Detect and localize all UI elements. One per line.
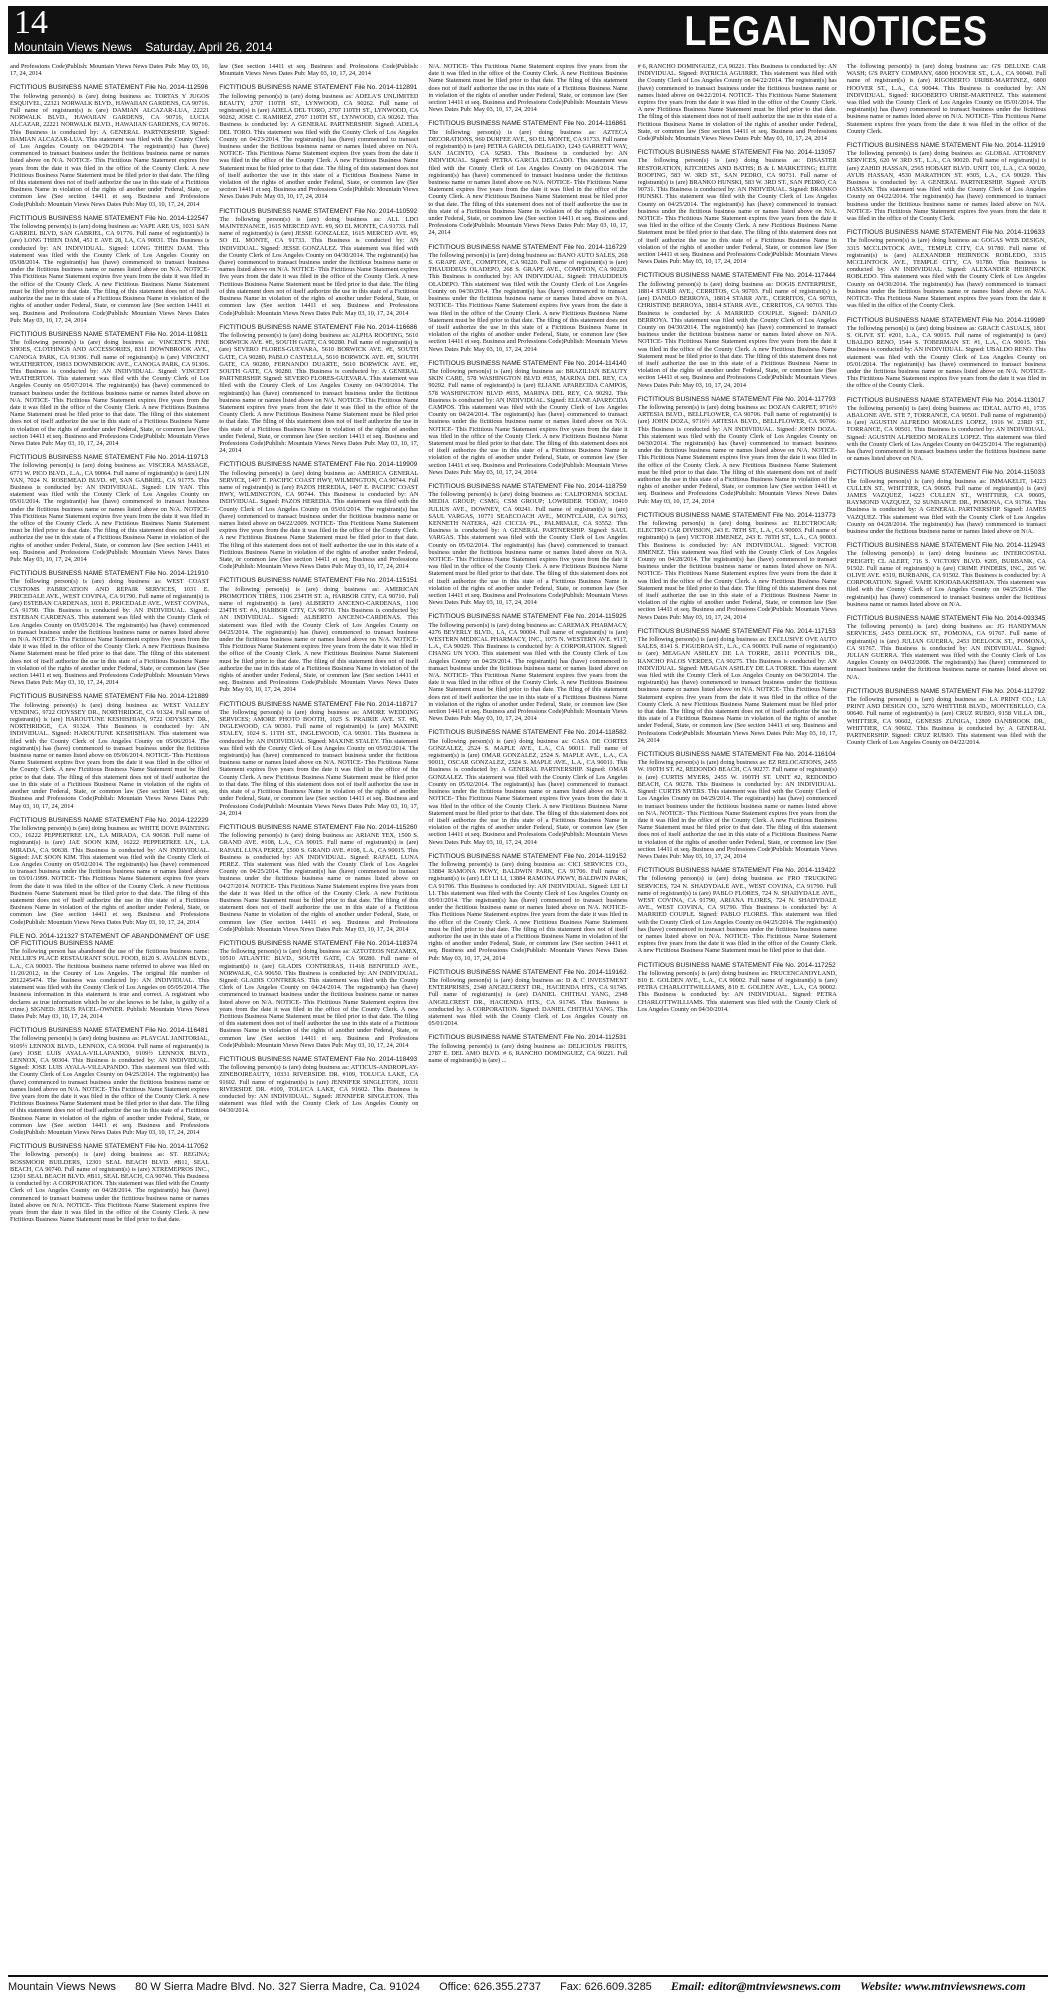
notice-body: The following person(s) is (are) doing business as: TORTAS Y JUGOS ESQUIVEL, 22321 NORWALK BLVD., HAWAIIAN GARDENS, CA 90716. Full name of registrant(s) is (are) DAMIAN ALCAZAR-LUA, 22221 NORWALK BLVD., HAWAIIAN GARDENS, CA 90716, LUCIA ALCAZAR, 22221 NORWALK BLVD., HAWAIIAN GARDENS, CA 90716. This Business is conducted by: A GENERAL PARTNERSHIP. Signed: DAMIAN ALCAZAR-LUA. This statement was filed with the County Clerk of Los Angeles County on 04/29/2014. The registrant(s) has (have) commenced to transact business under the fictitious business name or names listed above on N/A. NOTICE- This Fictitious Name Statement expires five years from the date it was filed in the office of the County Clerk. A new Fictitious Business Name Statement must be filed prior to that date. The filing of this statement does not of itself authorize the use in this state of a Fictitious Business Name in violation of the rights of another under Federal, State, or common law (See section 14411 et seq. Business and Professions Code)Publish: Mountain Views News Dates Pub: May 03, 10, 17, 24, 2014	[10, 92, 210, 208]
notice-body: The following person(s) is (are) doing business as: WHITE DOVE PAINTING CO., 16222 PEPPERTREE LN., LA MIRADA, CA 90638. Full name of registrant(s) is (are) JAE SOON KIM, 16222 PEPPERTREE LN., LA MIRADA, CA 90638. This Business is conducted by: AN INDIVIDUAL. Signed: JAE SOON KIM. This statement was filed with the County Clerk of Los Angeles County on 05/02/2014. The registrant(s) has (have) commenced to transact business under the fictitious business name or names listed above on 03/01/1999. NOTICE- This Fictitious Name Statement expires five years from the date it was filed in the office of the County Clerk. A new Fictitious Business Name Statement must be filed prior to that date. The filing of this statement does not of itself authorize the use in this state of a Fictitious Business Name in violation of the rights of another under Federal, State, or common law (See section 14411 et seq. Business and Professions Code)Publish: Mountain Views News Dates Pub: May 03, 10, 17, 24, 2014	[10, 824, 210, 926]
notice-heading: FICTITIOUS BUSINESS NAME STATEMENT File No. 2014-117793	[637, 395, 836, 403]
legal-notice	[847, 688, 1046, 747]
notice-heading: FICTITIOUS BUSINESS NAME STATEMENT File No. 2014-115033	[846, 469, 1045, 477]
legal-notice	[638, 867, 837, 954]
legal-notice	[847, 63, 1046, 135]
legal-notice	[428, 729, 627, 845]
notice-heading: FICTITIOUS BUSINESS NAME STATEMENT File No. 2014-115260	[219, 823, 418, 831]
notice-heading: FICTITIOUS BUSINESS NAME STATEMENT File No. 2014-112943	[846, 542, 1045, 550]
notice-body: The following person(s) is (are) doing business as: ST. REGINA; ROSSMOOR BUILDERS, 12301 SEAL BEACH BLVD. #B11, SEAL BEACH, CA 90740. Full name of registrant(s) is (are) XTREMEPROS INC., 12301 SEAL BEACH BLVD. #B11, SEAL BEACH, CA 90740. This Business is conducted by: A CORPORATION. This statement was filed with the County Clerk of Los Angeles County on 04/28/2014. The registrant(s) has (have) commenced to transact business under the fictitious business name or names listed above on N/A. NOTICE- This Fictitious Name Statement expires five years from the date it was filed in the office of the County Clerk. A new Fictitious Business Name Statement must be filed prior to that date.	[10, 1151, 210, 1224]
notice-body: N/A. NOTICE- This Fictitious Name Statement expires five years from the date it was filed in the office of the County Clerk. A new Fictitious Business Name Statement must be filed prior to that date. The filing of this statement does not of itself authorize the use in this state of a Fictitious Business Name in violation of the rights of another under Federal, State, or common law (See section 14411 et seq. Business and Professions Code)Publish: Mountain Views News Dates Pub: May 03, 10, 17, 24, 2014	[428, 63, 628, 114]
notice-body: The following person(s) is (are) doing business as: FRO TRUCKING SERVICES, 724 N. SHADYDALE AVE., WEST COVINA, CA 91790. Full name of registrant(s) is (are) PABLO FLORES, 724 N. SHADYDALE AVE., WEST COVINA, CA 91790, ARIANA FLORES, 724 N. SHADYDALE AVE., WEST COVINA, CA 91790. This Business is conducted by: A MARRIED COUPLE. Signed: PABLO FLORES. This statement was filed with the County Clerk of Los Angeles County on 04/25/2014. The registrant(s) has (have) commenced to transact business under the fictitious business name or names listed above on N/A. NOTICE- This Fictitious Name Statement expires five years from the date it was filed in the office of the County Clerk. A new Fictitious Business Name Statement must be filed prior to that date.	[637, 875, 837, 955]
notice-heading: FICTITIOUS BUSINESS NAME STATEMENT File No. 2014-116104	[637, 751, 836, 759]
notice-heading: FICTITIOUS BUSINESS NAME STATEMENT File No. 2014-119162	[428, 968, 627, 976]
legal-notice	[10, 84, 209, 207]
footer-fax: Fax: 626.609.3285	[560, 1981, 652, 1993]
notice-body: law (See section 14411 et seq. Business and Professions Code)Publish: Mountain Views News Dates Pub: May 03, 10, 17, 24, 2014	[219, 63, 419, 78]
notice-heading: FICTITIOUS BUSINESS NAME STATEMENT File No. 2014-113017	[846, 396, 1045, 404]
notice-column	[428, 62, 627, 1970]
notice-body: The following person(s) is (are) doing business as: CICI SERVICES CO., 13884 RAMONA PKWY, BALDWIN PARK, CA 91706. Full name of registrant(s) is (are) LEI LI LI, 13884 RAMONA PKWY, BALDWIN PARK, CA 91706. This Business is conducted by: AN INDIVIDUAL. Signed: LEI LI LI. This statement was filed with the County Clerk of Los Angeles County on 05/01/2014. The registrant(s) has (have) commenced to transact business under the fictitious business name or names listed above on N/A. NOTICE- This Fictitious Name Statement expires five years from the date it was filed in the office of the County Clerk. A new Fictitious Business Name Statement must be filed prior to that date. The filing of this statement does not of itself authorize the use in this state of a Fictitious Business Name in violation of the rights of another under Federal, State, or common law (See section 14411 et seq. Business and Professions Code)Publish: Mountain Views News Dates Pub: May 03, 10, 17, 24, 2014	[428, 860, 628, 962]
legal-notice	[428, 613, 627, 722]
notice-heading: FICTITIOUS BUSINESS NAME STATEMENT File No. 2014-113422	[637, 867, 836, 875]
notice-heading: FICTITIOUS BUSINESS NAME STATEMENT File No. 2014-117052	[10, 1143, 209, 1151]
notice-heading: FICTITIOUS BUSINESS NAME STATEMENT File No. 2014-117252	[637, 961, 836, 969]
legal-notices-columns	[10, 62, 1046, 1970]
notice-body: The following person(s) is (are) doing business as: DELICIOUS FRUITS, 2787 E. DEL AMO BLVD. # 6, RANCHO DOMINGUEZ, CA 90221. Full name of registrant(s) is (are) ...	[428, 1042, 628, 1064]
notice-heading: FICTITIOUS BUSINESS NAME STATEMENT File No. 2014-114140	[428, 359, 627, 367]
legal-notice	[219, 701, 418, 817]
legal-notice	[847, 397, 1046, 463]
notice-body: The following person(s) is (are) doing business as: D & C INVESTMENT ENTERPRISES, 2348 ANGELCREST DR., HACIENDA HTS., CA 91745. Full name of registrant(s) is (are) DANIEL CHITHAI YANG, 2348 ANGELCREST DR., HACIENDA HTS., CA 91745. This Business is conducted by: A CORPORATION. Signed: DANIEL CHITHAI YANG. This statement was filed with the County Clerk of Los Angeles County on 05/01/2014.	[428, 976, 628, 1028]
legal-notice	[638, 751, 837, 860]
legal-notice	[428, 1034, 627, 1064]
notice-body: The following person(s) is (are) doing business as: ADELA'S UNLIMITED BEAUTY, 2707 110TH ST., LYNWOOD, CA 90262. Full name of registrant(s) is (are) ADELA DEL TORO, 2707 110TH ST., LYNWOOD, CA 90262, JOSE C. RAMIREZ, 2707 110TH ST., LYNWOOD, CA 90262. This Business is conducted by: A GENERAL PARTNERSHIP. Signed: ADELA DEL TORO. This statement was filed with the County Clerk of Los Angeles County on 04/23/2014. The registrant(s) has (have) commenced to transact business under the fictitious business name or names listed above on N/A. NOTICE- This Fictitious Name Statement expires five years from the date it was filed in the office of the County Clerk. A new Fictitious Business Name Statement must be filed prior to that date. The filing of this statement does not of itself authorize the use in this state of a Fictitious Business Name in violation of the rights of another under Federal, State, or common law (See section 14411 et seq. Business and Professions Code)Publish: Mountain Views News Dates Pub: May 03, 10, 17, 24, 2014	[219, 92, 419, 201]
legal-notice	[10, 331, 209, 447]
legal-notice	[219, 324, 418, 455]
page-number: 14	[14, 4, 48, 41]
notice-heading: FICTITIOUS BUSINESS NAME STATEMENT File No. 2014-119713	[10, 454, 209, 462]
notice-heading: FICTITIOUS BUSINESS NAME STATEMENT File No. 2014-093345	[846, 615, 1046, 623]
notice-heading: FICTITIOUS BUSINESS NAME STATEMENT File No. 2014-118374	[219, 939, 418, 947]
legal-notice	[847, 615, 1046, 681]
notice-body: The following person(s) is (are) doing business as: DISASTER RESTORATION, KITCHENS AND BATHS; B & L MARKETING; ELITE ROOFING, 583 W. 3RD ST., SAN PEDRO, CA 90731. Full name of registrant(s) is (are) BRANKO HUNSKI, 583 W. 3RD ST., SAN PEDRO, CA 90731. This Business is conducted by: AN INDIVIDUAL. Signed: BRANKO HUNSKI. This statement was filed with the County Clerk of Los Angeles County on 04/25/2014. The registrant(s) has (have) commenced to transact business under the fictitious business name or names listed above on N/A. NOTICE- This Fictitious Name Statement expires five years from the date it was filed in the office of the County Clerk. A new Fictitious Business Name Statement must be filed prior to that date. The filing of this statement does not of itself authorize the use in this state of a Fictitious Business Name in violation of the rights of another under Federal, State, or common law (See section 14411 et seq. Business and Professions Code)Publish: Mountain Views News Dates Pub: May 03, 10, 17, 24, 2014	[637, 157, 837, 266]
notice-body: The following person(s) is (are) doing business as: BANO AUTO SALES, 268 S. GRAPE AVE., COMPTON, CA 90220. Full name of registrant(s) is (are) THAUDDEUS OLADEPO, 268 S. GRAPE AVE., COMPTON, CA 90220. This Business is conducted by: AN INDIVIDUAL. Signed: THAUDDEUS OLADEPO. This statement was filed with the County Clerk of Los Angeles County on 04/30/2014. The registrant(s) has (have) commenced to transact business under the fictitious business name or names listed above on N/A. NOTICE- This Fictitious Name Statement expires five years from the date it was filed in the office of the County Clerk. A new Fictitious Business Name Statement must be filed prior to that date. The filing of this statement does not of itself authorize the use in this state of a Fictitious Business Name in violation of the rights of another under Federal, State, or common law (See section 14411 et seq. Business and Professions Code)Publish: Mountain Views News Dates Pub: May 03, 10, 17, 24, 2014	[428, 251, 628, 353]
footer-address: 80 W Sierra Madre Blvd. No. 327 Sierra Madre, Ca. 91024	[135, 1981, 420, 1993]
legal-notice	[638, 63, 837, 142]
legal-notice	[219, 63, 418, 77]
notice-heading: FICTITIOUS BUSINESS NAME STATEMENT File No. 2014-122229	[10, 816, 209, 824]
legal-notice	[428, 244, 627, 353]
notice-heading: FICTITIOUS BUSINESS NAME STATEMENT File No. 2014-121889	[10, 693, 209, 701]
legal-notice	[10, 570, 209, 686]
notice-body: The following person(s) is (are) doing business as: ATTICUS-ANDROPLAY-ZINEBOIREAUTY, 10331 RIVERSIDE DR. #109, TOLUCA LAKE, CA 91602. Full name of registrant(s) is (are) JENNIFER SINGLETON, 10331 RIVERSIDE DR. #109, TOLUCA LAKE, CA 91602. This Business is conducted by: AN INDIVIDUAL. Signed: JENNIFER SINGLETON. This statement was filed with the County Clerk of Los Angeles County on 04/30/2014.	[219, 1064, 419, 1115]
notice-body: The following person(s) is (are) doing business as: GOGAS WEB DESIGN, 3315 MCCLINTOCK AVE., TEMPLE CITY, CA 91780. Full name of registrant(s) is (are) ALEXANDER HEIRNECK ROBLEDO, 3315 MCCLINTOCK AVE., TEMPLE CITY, CA 91780. This Business is conducted by: AN INDIVIDUAL. Signed: ALEXANDER HEIRNECK ROBLEDO. This statement was filed with the County Clerk of Los Angeles County on 04/30/2014. The registrant(s) has (have) commenced to transact business under the fictitious business name or names listed above on N/A. NOTICE- This Fictitious Name Statement expires five years from the date it was filed in the office of the County Clerk.	[846, 237, 1046, 310]
notice-body: The following person(s) is (are) doing business as: CAREMAX PHARMACY, 4276 BEVERLY BLVD., LA, CA 90004. Full name of registrant(s) is (are) WESTERN MEDICAL PHARMACY, INC., 1075 N. WESTERN AVE. #117, L.A., CA 90029. This Business is conducted by: A CORPORATION. Signed: CHANG UN YOO. This statement was filed with the County Clerk of Los Angeles County on 04/29/2014. The registrant(s) has (have) commenced to transact business under the fictitious business name or names listed above on N/A. NOTICE- This Fictitious Name Statement expires five years from the date it was filed in the office of the County Clerk. A new Fictitious Business Name Statement must be filed prior to that date. The filing of this statement does not of itself authorize the use in this state of a Fictitious Business Name in violation of the rights of another under Federal, State, or common law (See section 14411 et seq. Business and Professions Code)Publish: Mountain Views News Dates Pub: May 03, 10, 17, 24, 2014	[428, 621, 628, 723]
notice-heading: FICTITIOUS BUSINESS NAME STATEMENT File No. 2014-118759	[428, 482, 627, 490]
notice-body: The following person(s) is (are) doing business as: GRACE CASUALS, 1801 S. OLIVE ST. #201, L.A., CA 90015. Full name of registrant(s) is (are) UBALDO RENO, 1544 S. TOBERMAN ST. #1, L.A., CA 90015. This Business is conducted by: AN INDIVIDUAL. Signed: UBALDO RENO. This statement was filed with the County Clerk of Los Angeles County on 05/01/2014. The registrant(s) has (have) commenced to transact business under the fictitious business name or names listed above on N/A. NOTICE- This Fictitious Name Statement expires five years from the date it was filed in the office of the County Clerk.	[846, 324, 1046, 390]
legal-notice	[428, 360, 627, 476]
notice-body: The following person(s) is (are) doing business as: VISCERA MASSAGE, 6771 W. PICO BLVD., L.A., CA 90064. Full name of registrant(s) is (are) LIN YAN, 7024 N. ROSEMEAD BLVD. #F, SAN GABRIEL, CA 91775. This Business is conducted by: AN INDIVIDUAL. Signed: LIN YAN. This statement was filed with the County Clerk of Los Angeles County on 05/01/2014. The registrant(s) has (have) commenced to transact business under the fictitious business name or names listed above on N/A. NOTICE- This Fictitious Name Statement expires five years from the date it was filed in the office of the County Clerk. A new Fictitious Business Name Statement must be filed prior to that date. The filing of this statement does not of itself authorize the use in this state of a Fictitious Business Name in violation of the rights of another under Federal, State, or common law (See section 14411 et seq. Business and Professions Code)Publish: Mountain Views News Dates Pub: May 03, 10, 17, 24, 2014	[10, 462, 210, 563]
notice-body: The following person(s) is (are) doing business as: WEST VALLEY VENDING, 9722 ODYSSEY DR., NORTHRIDGE, CA 91324. Full name of registrant(s) is (are) HAROUTUNE KESHISHIAN, 9722 ODYSSEY DR., NORTHRIDGE, CA 91324. This Business is conducted by: AN INDIVIDUAL. Signed: HAROUTUNE KESHISHIAN. This statement was filed with the County Clerk of Los Angeles County on 05/06/2014. The registrant(s) has (have) commenced to transact business under the fictitious business name or names listed above on 05/06/2014. NOTICE- This Fictitious Name Statement expires five years from the date it was filed in the office of the County Clerk. A new Fictitious Business Name Statement must be filed prior to that date. The filing of this statement does not of itself authorize the use in this state of a Fictitious Business Name in violation of the rights of another under Federal, State, or common law (See section 14411 et seq. Business and Professions Code)Publish: Mountain Views News Dates Pub: May 03, 10, 17, 24, 2014	[10, 701, 210, 810]
notice-heading: FICTITIOUS BUSINESS NAME STATEMENT File No. 2014-117153	[637, 627, 836, 635]
notice-body: The following person(s) is (are) doing business as: AMERICA GENERAL SERVICE, 1407 E. PACIFIC COAST HWY, WILMINGTON, CA 90744. Full name of registrant(s) is (are) PAZOS HEREDIA, 1407 E. PACIFIC COAST HWY, WILMINGTON, CA 90744. This Business is conducted by: AN INDIVIDUAL. Signed: PAZOS HEREDIA. This statement was filed with the County Clerk of Los Angeles County on 05/01/2014. The registrant(s) has (have) commenced to transact business under the fictitious business name or names listed above on 04/22/2009. NOTICE- This Fictitious Name Statement expires five years from the date it was filed in the office of the County Clerk. A new Fictitious Business Name Statement must be filed prior to that date. The filing of this statement does not of itself authorize the use in this state of a Fictitious Business Name in violation of the rights of another under Federal, State, or common law (See section 14411 et seq. Business and Professions Code)Publish: Mountain Views News Dates Pub: May 03, 10, 17, 24, 2014	[219, 469, 419, 571]
notice-heading: FICTITIOUS BUSINESS NAME STATEMENT File No. 2014-118493	[219, 1056, 418, 1063]
legal-notice	[10, 933, 209, 1020]
legal-notice	[428, 483, 627, 606]
legal-notice	[10, 817, 209, 926]
notice-heading: FICTITIOUS BUSINESS NAME STATEMENT File No. 2014-119909	[219, 461, 418, 469]
legal-notice	[10, 215, 209, 324]
legal-notice	[847, 542, 1046, 608]
notice-heading: FICTITIOUS BUSINESS NAME STATEMENT File No. 2014-116861	[428, 120, 627, 128]
notice-heading: FICTITIOUS BUSINESS NAME STATEMENT File No. 2014-119152	[428, 852, 627, 860]
notice-body: The following person(s) is (are) doing business as: ARIANE TEX, 1500 S. GRAND AVE. #108, L.A., CA 90015. Full name of registrant(s) is (are) RAFAEL LUNA PEREZ, 1500 S. GRAND AVE. #108, L.A., CA 90015. This Business is conducted by: AN INDIVIDUAL. Signed: RAFAEL LUNA PEREZ. This statement was filed with the County Clerk of Los Angeles County on 04/25/2014. The registrant(s) has (have) commenced to transact business under the fictitious business name or names listed above on 04/27/2014. NOTICE- This Fictitious Name Statement expires five years from the date it was filed in the office of the County Clerk. A new Fictitious Business Name Statement must be filed prior to that date. The filing of this statement does not of itself authorize the use in this state of a Fictitious Business Name in violation of the rights of another under Federal, State, or common law (See section 14411 et seq. Business and Professions Code)Publish: Mountain Views News Dates Pub: May 03, 10, 17, 24, 2014	[219, 832, 419, 933]
issue-date: Saturday, April 26, 2014	[145, 40, 273, 54]
legal-notice	[638, 396, 837, 505]
legal-notice	[219, 577, 418, 693]
notice-body: The following person(s) is (are) doing business as: DOGIS ENTERPRISE, 18814 STARR AVE., CERRITOS, CA 90703. Full name of registrant(s) is (are) DANILO BERROYA, 18814 STARR AVE., CERRITOS, CA 90703, CHRISTINE BERROYA, 18814 STARR AVE., CERRITOS, CA 90703. This Business is conducted by: A MARRIED COUPLE. Signed: DANILO BERROYA. This statement was filed with the County Clerk of Los Angeles County on 04/30/2014. The registrant(s) has (have) commenced to transact business under the fictitious business name or names listed above on N/A. NOTICE- This Fictitious Name Statement expires five years from the date it was filed in the office of the County Clerk. A new Fictitious Business Name Statement must be filed prior to that date. The filing of this statement does not of itself authorize the use in this state of a Fictitious Business Name in violation of the rights of another under Federal, State, or common law (See section 14411 et seq. Business and Professions Code)Publish: Mountain Views News Dates Pub: May 03, 10, 17, 24, 2014	[637, 280, 837, 389]
notice-heading: FILE NO. 2014-121327 STATEMENT OF ABANDONMENT OF USE OF FICTITIOUS BUSINESS NAME	[10, 932, 210, 947]
notice-heading: FICTITIOUS BUSINESS NAME STATEMENT File No. 2014-119633	[846, 229, 1045, 237]
paper-name: Mountain Views News	[14, 40, 132, 54]
notice-column	[219, 62, 418, 1970]
notice-heading: FICTITIOUS BUSINESS NAME STATEMENT File No. 2014-112596	[10, 84, 209, 92]
legal-notice	[10, 1027, 209, 1136]
notice-heading: FICTITIOUS BUSINESS NAME STATEMENT File No. 2014-112531	[428, 1034, 627, 1042]
notice-body: The following person(s) is (are) doing business as: AZTOTEOS NEZAMEX, 10510 ATLANTIC BLVD., SOUTH GATE, CA 90280. Full name of registrant(s) is (are) GLADIS CONTRERAS, 11418 BENFIELD AVE., NORWALK, CA 90650. This Business is conducted by: AN INDIVIDUAL. Signed: GLADIS CONTRERAS. This statement was filed with the County Clerk of Los Angeles County on 04/24/2014. The registrant(s) has (have) commenced to transact business under the fictitious business name or names listed above on N/A. NOTICE- This Fictitious Name Statement expires five years from the date it was filed in the office of the County Clerk. A new Fictitious Business Name Statement must be filed prior to that date. The filing of this statement does not of itself authorize the use in this state of a Fictitious Business Name in violation of the rights of another under Federal, State, or common law (See section 14411 et seq. Business and Professions Code)Publish: Mountain Views News Dates Pub: May 03, 10, 17, 24, 2014	[219, 948, 419, 1049]
legal-notice	[10, 1143, 209, 1223]
legal-notice	[847, 142, 1046, 222]
legal-notice	[638, 512, 837, 621]
legal-notice	[428, 853, 627, 962]
notice-body: The following person(s) is (are) doing business as: FRUCENCANDYLAND, 810 E. GOLDEN AVE., L.A., CA 90002. Full name of registrant(s) is (are) PETRA CHARLOTTWILLIAMS, 810 E. GOLDEN AVE., L.A., CA 90002. This Business is conducted by: AN INDIVIDUAL. Signed: PETRA CHARLOTTWILLIAMS. This statement was filed with the County Clerk of Los Angeles County on 04/30/2014.	[637, 969, 837, 1013]
legal-notice	[10, 693, 209, 809]
notice-heading: FICTITIOUS BUSINESS NAME STATEMENT File No. 2014-118717	[219, 700, 418, 708]
legal-notice	[428, 120, 627, 236]
footer-email[interactable]: Email: editor@mtnviewsnews.com	[670, 1979, 841, 1993]
legal-notice	[638, 149, 837, 265]
notice-heading: FICTITIOUS BUSINESS NAME STATEMENT File No. 2014-113773	[637, 511, 836, 519]
notice-heading: FICTITIOUS BUSINESS NAME STATEMENT File No. 2014-113057	[637, 149, 836, 157]
legal-notice	[219, 1056, 418, 1115]
legal-notice	[10, 63, 209, 77]
notice-heading: FICTITIOUS BUSINESS NAME STATEMENT File No. 2014-110592	[219, 207, 418, 215]
notice-body: and Professions Code)Publish: Mountain Views News Dates Pub: May 03, 10, 17, 24, 2014	[10, 63, 210, 78]
legal-notice	[847, 317, 1046, 390]
masthead	[8, 6, 1048, 54]
notice-heading: FICTITIOUS BUSINESS NAME STATEMENT File No. 2014-116686	[219, 323, 418, 331]
notice-heading: FICTITIOUS BUSINESS NAME STATEMENT File No. 2014-119989	[846, 316, 1045, 324]
notice-body: # 6, RANCHO DOMINGUEZ, CA 90221. This Business is conducted by: AN INDIVIDUAL. Signed: PATRICIA AGUIRRE. This statement was filed with the County Clerk of Los Angeles County on 04/22/2014. The registrant(s) has (have) commenced to transact business under the fictitious business name or names listed above on 04/22/2014. NOTICE- This Fictitious Name Statement expires five years from the date it was filed in the office of the County Clerk. A new Fictitious Business Name Statement must be filed prior to that date. The filing of this statement does not of itself authorize the use in this state of a Fictitious Business Name in violation of the rights of another under Federal, State, or common law (See section 14411 et seq. Business and Professions Code)Publish: Mountain Views News Dates Pub: May 03, 10, 17, 24, 2014	[637, 63, 837, 143]
notice-heading: FICTITIOUS BUSINESS NAME STATEMENT File No. 2014-122547	[10, 214, 209, 222]
notice-body: The following person(s) is (are) doing business as: DOZAN CARPET, 9716½ ARTESIA BLVD., BELLFLOWER, CA 90706. Full name of registrant(s) is (are) JOHN DOZA, 9716½ ARTESIA BLVD., BELLFLOWER, CA 90706. This Business is conducted by: AN INDIVIDUAL. Signed: JOHN DOZA. This statement was filed with the County Clerk of Los Angeles County on 04/30/2014. The registrant(s) has (have) commenced to transact business under the fictitious business name or names listed above on N/A. NOTICE- This Fictitious Name Statement expires five years from the date it was filed in the office of the County Clerk. A new Fictitious Business Name Statement must be filed prior to that date. The filing of this statement does not of itself authorize the use in this state of a Fictitious Business Name in violation of the rights of another under Federal, State, or common law (See section 14411 et seq. Business and Professions Code)Publish: Mountain Views News Dates Pub: May 03, 10, 17, 24, 2014	[637, 403, 837, 505]
notice-body: The following person(s) is (are) doing business as: AZTECA DECORATIONS, 960 DURFEE AVE., SO EL MONTE, CA 91733. Full name of registrant(s) is (are) PETRA GARCIA DELGADO, 1243 GARRETT WAY, SAN JACINTO, CA 92583. This Business is conducted by: AN INDIVIDUAL. Signed: PETRA GARCIA DELGADO. This statement was filed with the County Clerk of Los Angeles County on 04/28/2014. The registrant(s) has (have) commenced to transact business under the fictitious business name or names listed above on N/A. NOTICE- This Fictitious Name Statement expires five years from the date it was filed in the office of the County Clerk. A new Fictitious Business Name Statement must be filed prior to that date. The filing of this statement does not of itself authorize the use in this state of a Fictitious Business Name in violation of the rights of another under Federal, State, or common law (See section 14411 et seq. Business and Professions Code)Publish: Mountain Views News Dates Pub: May 03, 10, 17, 24, 2014	[428, 128, 628, 237]
notice-body: The following person(s) is (are) doing business as: LA PRINT CO.; LA PRINT AND DESIGN CO., 3270 WHITTIER BLVD., MONTEBELLO, CA 90640. Full name of registrant(s) is (are) CRUZ RUBIO, 9158 VILLA DR., WHITTIER, CA 90602, GENESIS ZUNIGA, 12809 DANBROOK DR., WHITTIER, CA 90602. This Business is conducted by: A GENERAL PARTNERSHIP. Signed: CRUZ RUBIO. This statement was filed with the County Clerk of Los Angeles County on 04/22/2014.	[846, 696, 1046, 747]
legal-notice	[847, 469, 1046, 535]
notice-heading: FICTITIOUS BUSINESS NAME STATEMENT File No. 2014-118582	[428, 729, 627, 737]
notice-heading: FICTITIOUS BUSINESS NAME STATEMENT File No. 2014-112919	[846, 142, 1045, 150]
notice-body: The following person(s) is (are) doing business as: VAPE ARE US, 1031 SAN GABRIEL BLVD, SAN GABRIEL, CA 91776. Full name of registrant(s) is (are) LONG THIEN DAM, 451 E AVE 28, LA, CA 90031. This Business is conducted by: AN INDIVIDUAL. Signed: LONG THIEN DAM. This statement was filed with the County Clerk of Los Angeles County on 05/08/2014. The registrant(s) has (have) commenced to transact business under the fictitious business name or names listed above on N/A. NOTICE- This Fictitious Name Statement expires five years from the date it was filed in the office of the County Clerk. A new Fictitious Business Name Statement must be filed prior to that date. The filing of this statement does not of itself authorize the use in this state of a Fictitious Business Name in violation of the rights of another under Federal, State, or common law (See section 14411 et seq. Business and Professions Code)Publish: Mountain Views News Dates Pub: May 03, 10, 17, 24, 2014	[10, 223, 210, 324]
legal-notice	[10, 454, 209, 563]
notice-body: The following person(s) is (are) doing business as: IDEAL AUTO #1, 1735 ABALONE AVE. STE 7, TORRANCE, CA 90501. Full name of registrant(s) is (are) AGUSTIN ALFREDO MORALES LOPEZ, 1916 W. 23RD ST., TORRANCE, CA 90501. This Business is conducted by: AN INDIVIDUAL. Signed: AGUSTIN ALFREDO MORALES LOPEZ. This statement was filed with the County Clerk of Los Angeles County on 04/25/2014. The registrant(s) has (have) commenced to transact business under the fictitious business name or names listed above on N/A.	[846, 404, 1046, 463]
notice-body: The following person has abandoned the use of the fictitious business name: NELLIE'S PLACE RESTAURANT SOUL FOOD, 8120 S. AVALON BLVD., L.A., CA 90003. The fictitious business name referred to above was filed on 11/20/2012, in the County of Los Angeles. The original file number of 2012245474. The business was conducted by: AN INDIVIDUAL. This statement was filed with the County Clerk of Los Angeles on 05/05/2014. The business information in this statement is true and correct. A registrant who declares as true information which he or she knows to be false, is guilty of a crime.) SIGNED: JESUS PACEL-OWNER. Publish: Mountain Views News Dates Pub: May 03, 10, 17, 24, 2014	[10, 948, 210, 1020]
notice-body: The following person(s) is (are) doing business as: CALIFORNIA SOCIAL MEDIA GROUP; CSMG; CSM GROUP; LOWRIDER TODAY, 10410 JULIUS AVE., DOWNEY, CA 90241. Full name of registrant(s) is (are) SAUL VARGAS, 10771 SEAECOACH AVE., MONTCLAIR, CA 91763, KENNETH NATERA, 421 CICCIA PL., PALMDALE, CA 93552. This Business is conducted by: A GENERAL PARTNERSHIP. Signed: SAUL VARGAS. This statement was filed with the County Clerk of Los Angeles County on 05/02/2014. The registrant(s) has (have) commenced to transact business under the fictitious business name or names listed above on N/A. NOTICE- This Fictitious Name Statement expires five years from the date it was filed in the office of the County Clerk. A new Fictitious Business Name Statement must be filed prior to that date. The filing of this statement does not of itself authorize the use in this state of a Fictitious Business Name in violation of the rights of another under Federal, State, or common law (See section 14411 et seq. Business and Professions Code)Publish: Mountain Views News Dates Pub: May 03, 10, 17, 24, 2014	[428, 491, 628, 607]
notice-body: The following person(s) is (are) doing business as: INTERCOSTAL FREIGHT; CL ALERT, 716 S. VICTORY BLVD. #205, BURBANK, CA 91502. Full name of registrant(s) is (are) CRIME FINDERS, INC., 265 W. OLIVE AVE. #319, BURBANK, CA 91502. This Business is conducted by: A CORPORATION. Signed: VAHE KHODABAKHSHIAN. This statement was filed with the County Clerk of Los Angeles County on 04/25/2014. The registrant(s) has (have) commenced to transact business under the fictitious business name or names listed above on N/A.	[846, 550, 1046, 608]
notice-body: The following person(s) is (are) doing business as: EXCLUSIVE OVE AUTO SALES, 8141 S. FIGUEROA ST., L.A., CA 90003. Full name of registrant(s) is (are) MEAGAN ASHLEY DE LA TORRE, 28111 PONTIUS DR., RANCHO PALOS VERDES, CA 90275. This Business is conducted by: AN INDIVIDUAL. Signed: MEAGAN ASHLEY DE LA TORRE. This statement was filed with the County Clerk of Los Angeles County on 04/30/2014. The registrant(s) has (have) commenced to transact business under the fictitious business name or names listed above on N/A. NOTICE- This Fictitious Name Statement expires five years from the date it was filed in the office of the County Clerk. A new Fictitious Business Name Statement must be filed prior to that date. The filing of this statement does not of itself authorize the use in this state of a Fictitious Business Name in violation of the rights of another under Federal, State, or common law (See section 14411 et seq. Business and Professions Code)Publish: Mountain Views News Dates Pub: May 03, 10, 17, 24, 2014	[637, 636, 837, 744]
legal-notice	[219, 84, 418, 200]
notice-heading: FICTITIOUS BUSINESS NAME STATEMENT File No. 2014-117444	[637, 272, 836, 280]
legal-notice	[638, 628, 837, 744]
notice-heading: FICTITIOUS BUSINESS NAME STATEMENT File No. 2014-119811	[10, 330, 208, 338]
notice-body: The following person(s) is (are) doing business as: ALPHA ROOFING, 5610 BORWICK AVE. #E, SOUTH GATE, CA 90280. Full name of registrant(s) is (are) SEVERO FLORES-GUEVARA, 5610 BORWICK AVE. #E, SOUTH GATE, CA 90280, PABLO CASTELLA, 5610 BORWICK AVE. #E, SOUTH GATE, CA 90280, FERNANDO DUARTE, 5610 BORWICK AVE. #E, SOUTH GATE, CA 90280. This Business is conducted by: A GENERAL PARTNERSHIP. Signed: SEVERO FLORES-GUEVARA. This statement was filed with the County Clerk of Los Angeles County on 04/30/2014. The registrant(s) has (have) commenced to transact business under the fictitious business name or names listed above on N/A. NOTICE- This Fictitious Name Statement expires five years from the date it was filed in the office of the County Clerk. A new Fictitious Business Name Statement must be filed prior to that date. The filing of this statement does not of itself authorize the use in this state of a Fictitious Business Name in violation of the rights of another under Federal, State, or common law (See section 14411 et seq. Business and Professions Code)Publish: Mountain Views News Dates Pub: May 03, 10, 17, 24, 2014	[219, 331, 419, 455]
section-title: LEGAL NOTICES	[684, 7, 988, 54]
notice-body: The following person(s) is (are) doing business as: AMORE WEDDING SERVICES; AMORE PHOTO BOOTH, 1025 S. PRAIRIE AVE. ST. #B, INGLEWOOD, CA 90301. Full name of registrant(s) is (are) MAXINE STALEY, 1024 S. 11TH ST., INGLEWOOD, CA 90301. This Business is conducted by: AN INDIVIDUAL. Signed: MAXINE STALEY. This statement was filed with the County Clerk of Los Angeles County on 05/02/2014. The registrant(s) has (have) commenced to transact business under the fictitious business name or names listed above on N/A. NOTICE- This Fictitious Name Statement expires five years from the date it was filed in the office of the County Clerk. A new Fictitious Business Name Statement must be filed prior to that date. The filing of this statement does not of itself authorize the use in this state of a Fictitious Business Name in violation of the rights of another under Federal, State, or common law (See section 14411 et seq. Business and Professions Code)Publish: Mountain Views News Dates Pub: May 03, 10, 17, 24, 2014	[219, 708, 419, 817]
legal-notice	[428, 63, 627, 113]
notice-column	[847, 62, 1046, 1970]
notice-body: The following person(s) is (are) doing business as: PLAYCAL JANITORIAL, 9109½ LENNOX BLVD., LENNOX, CA 90304. Full name of registrant(s) is (are) JOSE LUIS AYALA-VILLAPANDO, 9109½ LENNOX BLVD., LENNOX, CA 90304. This Business is conducted by: AN INDIVIDUAL. Signed: JOSE LUIS AYALA-VILLAPANDO. This statement was filed with the County Clerk of Los Angeles County on 04/25/2014. The registrant(s) has (have) commenced to transact business under the fictitious business name or names listed above on N/A. NOTICE- This Fictitious Name Statement expires five years from the date it was filed in the office of the County Clerk. A new Fictitious Business Name Statement must be filed prior to that date. The filing of this statement does not of itself authorize the use in this state of a Fictitious Business Name in violation of the rights of another under Federal, State, or common law (See section 14411 et seq. Business and Professions Code)Publish: Mountain Views News Dates Pub: May 03, 10, 17, 24, 2014	[10, 1035, 210, 1137]
notice-heading: FICTITIOUS BUSINESS NAME STATEMENT File No. 2014-115925	[428, 613, 627, 621]
notice-body: The following person(s) is (are) doing business as: WEST COAST CUSTOMS FABRICATION AND REPAIR SERVICES, 1031 E. PRICEDALE AVE., WEST COVINA, CA 91790. Full name of registrant(s) is (are) ESTEBAN CARDENAS, 1031 E. PRICEDALE AVE., WEST COVINA, CA 91790. This Business is conducted by: AN INDIVIDUAL. Signed: ESTEBAN CARDENAS. This statement was filed with the County Clerk of Los Angeles County on 05/05/2014. The registrant(s) has (have) commenced to transact business under the fictitious business name or names listed above on N/A. NOTICE- This Fictitious Name Statement expires five years from the date it was filed in the office of the County Clerk. A new Fictitious Business Name Statement must be filed prior to that date. The filing of this statement does not of itself authorize the use in this state of a Fictitious Business Name in violation of the rights of another under Federal, State, or common law (See section 14411 et seq. Business and Professions Code)Publish: Mountain Views News Dates Pub: May 03, 10, 17, 24, 2014	[10, 578, 210, 687]
legal-notice	[638, 962, 837, 1013]
page-footer	[8, 1975, 1048, 1995]
notice-body: The following person(s) is (are) doing business as: JG HANDYMAN SERVICES, 2453 DEELOCK ST., POMONA, CA 91767. Full name of registrant(s) is (are) JULIAN GUERRA, 2453 DEELOCK ST., POMONA, CA 91767. This Business is conducted by: AN INDIVIDUAL. Signed: JULIAN GUERRA. This statement was filed with the County Clerk of Los Angeles County on 04/02/2008. The registrant(s) has (have) commenced to transact business under the fictitious business name or names listed above on N/A.	[846, 623, 1046, 681]
notice-heading: FICTITIOUS BUSINESS NAME STATEMENT File No. 2014-116481	[10, 1027, 209, 1035]
notice-heading: FICTITIOUS BUSINESS NAME STATEMENT File No. 2014-112891	[219, 84, 418, 92]
legal-notice	[638, 272, 837, 388]
notice-body: The following person(s) is (are) doing business as: VINCENT'S FINE SHOES, CLOTHINGS AND ACCESSORIES, 8311 DOWNBROOK AVE., CANOGA PARK, CA 91306. Full name of registrant(s) is (are) VINCENT WEATHERTON, 19813 DOWNBROOK AVE., CANOGA PARK, CA 91306. This Business is conducted by: AN INDIVIDUAL. Signed: VINCENT WEATHERTON. This statement was filed with the County Clerk of Los Angeles County on 05/07/2014. The registrant(s) has (have) commenced to transact business under the fictitious business name or names listed above on N/A. NOTICE- This Fictitious Name Statement expires five years from the date it was filed in the office of the County Clerk. A new Fictitious Business Name Statement must be filed prior to that date. The filing of this statement does not of itself authorize the use in this state of a Fictitious Business Name in violation of the rights of another under Federal, State, or common law (See section 14411 et seq. Business and Professions Code)Publish: Mountain Views News Dates Pub: May 03, 10, 17, 24, 2014	[10, 339, 210, 447]
notice-body: The following person(s) is (are) doing business as: AMERICAN PROMOTION TIRES, 1106 234TH ST. A, HARBOR CITY, CA 90710. Full name of registrant(s) is (are) ALBERTO ANCENO-CARDENAS, 1106 234TH ST. #A, HARBOR CITY, CA 90710. This Business is conducted by: AN INDIVIDUAL. Signed: ALBERTO ANCENO-CARDENAS. This statement was filed with the County Clerk of Los Angeles County on 04/25/2014. The registrant(s) has (have) commenced to transact business under the fictitious business name or names listed above on N/A. NOTICE- This Fictitious Name Statement expires five years from the date it was filed in the office of the County Clerk. A new Fictitious Business Name Statement must be filed prior to that date. The filing of this statement does not of itself authorize the use in this state of a Fictitious Business Name in violation of the rights of another under Federal, State, or common law (See section 14411 et seq. Business and Professions Code)Publish: Mountain Views News Dates Pub: May 03, 10, 17, 24, 2014	[219, 585, 419, 694]
notice-column	[638, 62, 837, 1970]
notice-body: The following person(s) is (are) doing business as: ELECTROCAR; ELECTRO CAR DIVISION, 243 E. 78TH ST., L.A., CA 90003. Full name of registrant(s) is (are) VICTOR JIMENEZ, 243 E. 78TH ST., L.A., CA 90003. This Business is conducted by: AN INDIVIDUAL. Signed: VICTOR JIMENEZ. This statement was filed with the County Clerk of Los Angeles County on 04/28/2014. The registrant(s) has (have) commenced to transact business under the fictitious business name or names listed above on N/A. NOTICE- This Fictitious Name Statement expires five years from the date it was filed in the office of the County Clerk. A new Fictitious Business Name Statement must be filed prior to that date. The filing of this statement does not of itself authorize the use in this state of a Fictitious Business Name in violation of the rights of another under Federal, State, or common law (See section 14411 et seq. Business and Professions Code)Publish: Mountain Views News Dates Pub: May 03, 10, 17, 24, 2014	[637, 519, 837, 621]
footer-office-phone: Office: 626.355.2737	[439, 1981, 541, 1993]
legal-notice	[219, 208, 418, 317]
notice-body: The following person(s) is (are) doing business as: BRAZILIAN BEAUTY SKIN CARE, 578 WASHINGTON BLVD #935, MARINA DEL REY, CA 90292. Full name of registrant(s) is (are) ELIANE APARECIDA CAMPOS, 578 WASHINGTON BLVD #935, MARINA DEL REY, CA 90292. This Business is conducted by: AN INDIVIDUAL. Signed: ELIANE APARECIDA CAMPOS. This statement was filed with the County Clerk of Los Angeles County on 04/24/2014. The registrant(s) has (have) commenced to transact business under the fictitious business name or names listed above on N/A. NOTICE- This Fictitious Name Statement expires five years from the date it was filed in the office of the County Clerk. A new Fictitious Business Name Statement must be filed prior to that date. The filing of this statement does not of itself authorize the use in this state of a Fictitious Business Name in violation of the rights of another under Federal, State, or common law (See section 14411 et seq. Business and Professions Code)Publish: Mountain Views News Dates Pub: May 03, 10, 17, 24, 2014	[428, 367, 628, 476]
notice-heading: FICTITIOUS BUSINESS NAME STATEMENT File No. 2014-112792	[846, 687, 1045, 695]
notice-heading: FICTITIOUS BUSINESS NAME STATEMENT File No. 2014-115151	[219, 577, 418, 585]
notice-body: The following person(s) is (are) doing business as: ALL LDO MAINTENANCE, 1615 MERCED AVE. #9, SO EL MONTE, CA 91733. Full name of registrant(s) is (are) JESSE GONZALEZ, 1615 MERCED AVE. #9, SO EL MONTE, CA 91733. This Business is conducted by: AN INDIVIDUAL. Signed: JESSE GONZALEZ. This statement was filed with the County Clerk of Los Angeles County on 04/30/2014. The registrant(s) has (have) commenced to transact business under the fictitious business name or names listed above on N/A. NOTICE- This Fictitious Name Statement expires five years from the date it was filed in the office of the County Clerk. A new Fictitious Business Name Statement must be filed prior to that date. The filing of this statement does not of itself authorize the use in this state of a Fictitious Business Name in violation of the rights of another under Federal, State, or common law (See section 14411 et seq. Business and Professions Code)Publish: Mountain Views News Dates Pub: May 03, 10, 17, 24, 2014	[219, 215, 419, 317]
notice-heading: FICTITIOUS BUSINESS NAME STATEMENT File No. 2014-116729	[428, 243, 627, 251]
notice-body: The following person(s) is (are) doing business as: EZ RELOCATIONS, 2455 W. 190TH ST. #2, REDONDO BEACH, CA 90277. Full name of registrant(s) is (are) CURTIS MYERS, 2455 W. 190TH ST. UNIT #2, REDONDO BEACH, CA 90278. This Business is conducted by: AN INDIVIDUAL. Signed: CURTIS MYERS. This statement was filed with the County Clerk of Los Angeles County on 04/29/2014. The registrant(s) has (have) commenced to transact business under the fictitious business name or names listed above on N/A. NOTICE- This Fictitious Name Statement expires five years from the date it was filed in the office of the County Clerk. A new Fictitious Business Name Statement must be filed prior to that date. The filing of this statement does not of itself authorize the use in this state of a Fictitious Business Name in violation of the rights of another under Federal, State, or common law (See section 14411 et seq. Business and Professions Code)Publish: Mountain Views News Dates Pub: May 03, 10, 17, 24, 2014	[637, 759, 837, 860]
notice-body: The following person(s) is (are) doing business as: IMMAKELIT, 14223 CULLEN ST., WHITTIER, CA 90605. Full name of registrant(s) is (are) JAMES VAZQUEZ, 14223 CULLEN ST., WHITTIER, CA 90605, RAYMOND VAZQUEZ, 32 SUNDANCE DR., POMONA, CA 91766. This Business is conducted by: A GENERAL PARTNERSHIP. Signed: JAMES VAZQUEZ. This statement was filed with the County Clerk of Los Angeles County on 04/28/2014. The registrant(s) has (have) commenced to transact business under the fictitious business name or names listed above on N/A.	[846, 477, 1046, 535]
notice-body: The following person(s) is (are) doing business as: CASA DE CORTES GONZALEZ, 2524 S. MAPLE AVE., L.A., CA 90011. Full name of registrant(s) is (are) OMAR GONZALEZ, 2524 S. MAPLE AVE., L.A., CA 90011, OSCAR GONZALEZ, 2524 S. MAPLE AVE., L.A., CA 90011. This Business is conducted by: A GENERAL PARTNERSHIP. Signed: OMAR GONZALEZ. This statement was filed with the County Clerk of Los Angeles County on 05/02/2014. The registrant(s) has (have) commenced to transact business under the fictitious business name or names listed above on N/A. NOTICE- This Fictitious Name Statement expires five years from the date it was filed in the office of the County Clerk. A new Fictitious Business Name Statement must be filed prior to that date. The filing of this statement does not of itself authorize the use in this state of a Fictitious Business Name in violation of the rights of another under Federal, State, or common law (See section 14411 et seq. Business and Professions Code)Publish: Mountain Views News Dates Pub: May 03, 10, 17, 24, 2014	[428, 737, 628, 846]
footer-website[interactable]: Website: www.mtnviewsnews.com	[859, 1979, 1026, 1993]
footer-paper-name: Mountain Views News	[8, 1981, 117, 1993]
legal-notice	[847, 229, 1046, 309]
legal-notice	[219, 940, 418, 1049]
paper-dateline	[14, 40, 272, 54]
notice-column	[10, 62, 209, 1970]
legal-notice	[219, 824, 418, 933]
notice-body: The following person(s) is (are) doing business as: GLOBAL ATTORNEY SERVICES, 620 W 3RD ST., L.A., CA 90020. Full name of registrant(s) is (are) ZAHID HASSAN, 2565 HOBART BLVD. UNIT 101, L.A., CA 90020, AYUB HASSAN, 4530 MARATHON ST. #305, L.A., CA 90029. This Business is conducted by: A GENERAL PARTNERSHIP. Signed: AYUB HASSAN. This statement was filed with the County Clerk of Los Angeles County on 04/22/2014. The registrant(s) has (have) commenced to transact business under the fictitious business name or names listed above on N/A. NOTICE- This Fictitious Name Statement expires five years from the date it was filed in the office of the County Clerk.	[846, 150, 1046, 223]
notice-body: The following person(s) is (are) doing business as: G'S DELUXE CAR WASH; G'S PARTY COMPANY, 6800 HOOVER ST., L.A., CA 90040. Full name of registrant(s) is (are) RIGOBERTO URIBE-MARTINEZ, 6800 HOOVER ST., L.A., CA 90044. This Business is conducted by: AN INDIVIDUAL. Signed: RIGOBERTO URIBE-MARTINEZ. This statement was filed with the County Clerk of Los Angeles County on 05/01/2014. The registrant(s) has (have) commenced to transact business under the fictitious business name or names listed above on N/A. NOTICE- This Fictitious Name Statement expires five years from the date it was filed in the office of the County Clerk.	[846, 63, 1046, 135]
legal-notice	[428, 969, 627, 1028]
notice-heading: FICTITIOUS BUSINESS NAME STATEMENT File No. 2014-121910	[10, 570, 209, 578]
legal-notice	[219, 461, 418, 570]
